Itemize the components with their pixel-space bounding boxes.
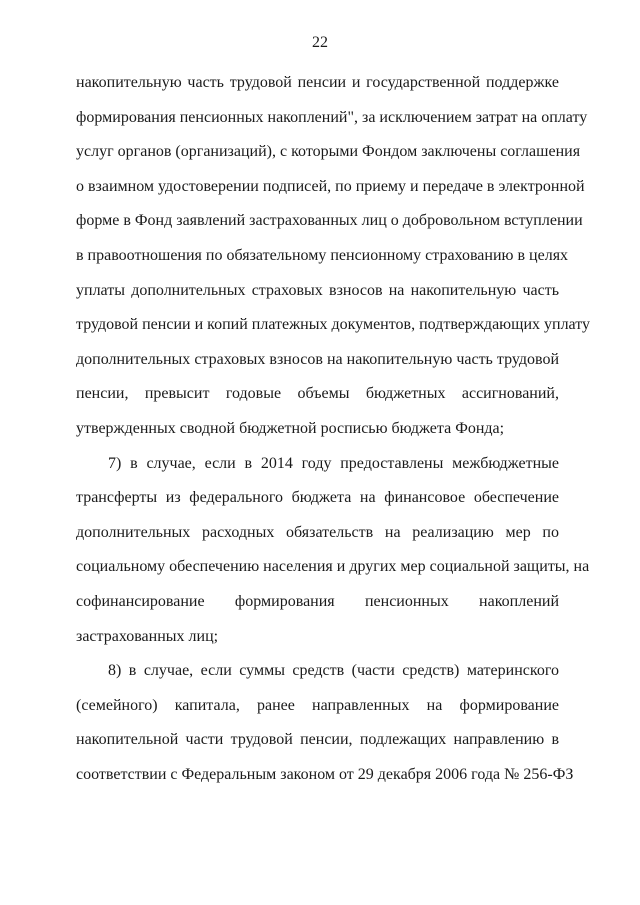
text-line: (семейного) капитала, ранее направленных на формирование — [76, 696, 559, 714]
text-line: социальному обеспечению населения и других мер социальной защиты, на — [76, 558, 590, 576]
page-number: 22 — [312, 34, 328, 51]
text-line: трансферты из федерального бюджета на финансовое обеспечение — [76, 489, 559, 507]
text-line: 8) в случае, если суммы средств (части средств) материнского — [108, 662, 559, 680]
text-line: о взаимном удостоверении подписей, по приему и передаче в электронной — [76, 177, 585, 195]
text-line: софинансирование формирования пенсионных накоплений — [76, 592, 559, 610]
text-line: накопительной части трудовой пенсии, подлежащих направлению в — [76, 731, 559, 749]
text-line: соответствии с Федеральным законом от 29 декабря 2006 года № 256-ФЗ — [76, 765, 574, 783]
text-line: накопительную часть трудовой пенсии и государственной поддержке — [76, 74, 559, 91]
paragraph-item-8 — [76, 654, 574, 792]
text-line: утвержденных сводной бюджетной росписью бюджета Фонда; — [76, 419, 505, 437]
text-line: трудовой пенсии и копий платежных документов, подтверждающих уплату — [76, 316, 591, 334]
text-line: пенсии, превысит годовые объемы бюджетных ассигнований, — [76, 385, 559, 403]
text-line: формирования пенсионных накоплений", за исключением затрат на оплату — [76, 108, 588, 126]
paragraph-continuation — [76, 66, 591, 447]
text-line: 7) в случае, если в 2014 году предоставлены межбюджетные — [108, 454, 559, 472]
text-line: дополнительных расходных обязательств на реализацию мер по — [76, 523, 559, 541]
text-line: застрахованных лиц; — [76, 627, 219, 645]
text-line: в правоотношения по обязательному пенсионному страхованию в целях — [76, 246, 569, 264]
paragraph-item-7 — [76, 447, 590, 655]
document-body — [76, 66, 591, 792]
text-line: форме в Фонд заявлений застрахованных лиц о добровольном вступлении — [76, 212, 583, 230]
text-line: дополнительных страховых взносов на накопительную часть трудовой — [76, 350, 559, 368]
text-line: уплаты дополнительных страховых взносов на накопительную часть — [76, 281, 559, 299]
text-line: услуг органов (организаций), с которыми Фондом заключены соглашения — [76, 143, 581, 161]
